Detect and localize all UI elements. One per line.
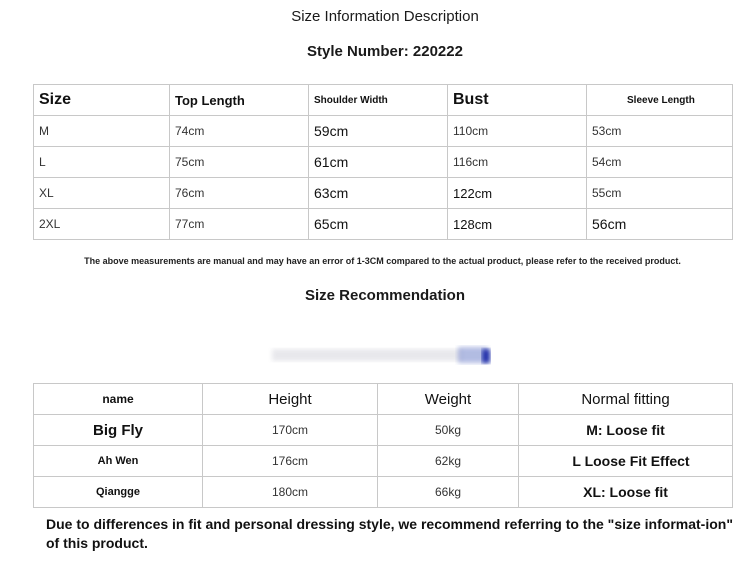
style-number: Style Number: 220222 (307, 43, 463, 60)
blurred-logo-strip (268, 341, 496, 369)
cell-name: Ah Wen (34, 446, 203, 477)
size-recommendation-title: Size Recommendation (304, 287, 466, 304)
cell-shoulder-width: 65cm (309, 209, 448, 240)
cell-top-length: 77cm (170, 209, 309, 240)
cell-bust: 128cm (448, 209, 587, 240)
col-normal-fitting: Normal fitting (519, 384, 733, 415)
size-info-title: Size Information Description (291, 8, 479, 25)
cell-name: Big Fly (34, 415, 203, 446)
table-row (34, 178, 733, 209)
cell-shoulder-width: 61cm (309, 147, 448, 178)
col-sleeve-length: Sleeve Length (587, 85, 733, 116)
table-row (34, 415, 733, 446)
col-weight: Weight (378, 384, 519, 415)
cell-sleeve-length: 55cm (587, 178, 733, 209)
cell-height: 176cm (203, 446, 378, 477)
cell-sleeve-length: 53cm (587, 116, 733, 147)
cell-top-length: 75cm (170, 147, 309, 178)
cell-sleeve-length: 56cm (587, 209, 733, 240)
cell-weight: 66kg (378, 477, 519, 508)
cell-size: 2XL (34, 209, 170, 240)
cell-height: 170cm (203, 415, 378, 446)
cell-bust: 122cm (448, 178, 587, 209)
table-row (34, 147, 733, 178)
table-row (34, 446, 733, 477)
cell-fit: XL: Loose fit (519, 477, 733, 508)
cell-bust: 116cm (448, 147, 587, 178)
footer-note: Due to differences in fit and personal dressing style, we recommend referring to the "size informat-ion" of this product. (46, 516, 733, 551)
table-row (34, 477, 733, 508)
cell-size: M (34, 116, 170, 147)
size-table (33, 84, 733, 240)
col-size: Size (34, 85, 170, 116)
table-row (34, 209, 733, 240)
cell-fit: L Loose Fit Effect (519, 446, 733, 477)
cell-weight: 62kg (378, 446, 519, 477)
cell-weight: 50kg (378, 415, 519, 446)
size-table-header (34, 85, 733, 116)
col-name: name (34, 384, 203, 415)
table-row (34, 116, 733, 147)
cell-size: L (34, 147, 170, 178)
col-height: Height (203, 384, 378, 415)
cell-height: 180cm (203, 477, 378, 508)
cell-top-length: 74cm (170, 116, 309, 147)
measurement-note: The above measurements are manual and may have an error of 1-3CM compared to the actual product, please refer to the received product. (84, 256, 681, 266)
cell-size: XL (34, 178, 170, 209)
recommendation-table (33, 383, 733, 508)
col-top-length: Top Length (170, 85, 309, 116)
cell-bust: 110cm (448, 116, 587, 147)
cell-shoulder-width: 63cm (309, 178, 448, 209)
cell-top-length: 76cm (170, 178, 309, 209)
cell-sleeve-length: 54cm (587, 147, 733, 178)
cell-shoulder-width: 59cm (309, 116, 448, 147)
col-bust: Bust (448, 85, 587, 116)
col-shoulder-width: Shoulder Width (309, 85, 448, 116)
cell-fit: M: Loose fit (519, 415, 733, 446)
rec-table-header (34, 384, 733, 415)
cell-name: Qiangge (34, 477, 203, 508)
